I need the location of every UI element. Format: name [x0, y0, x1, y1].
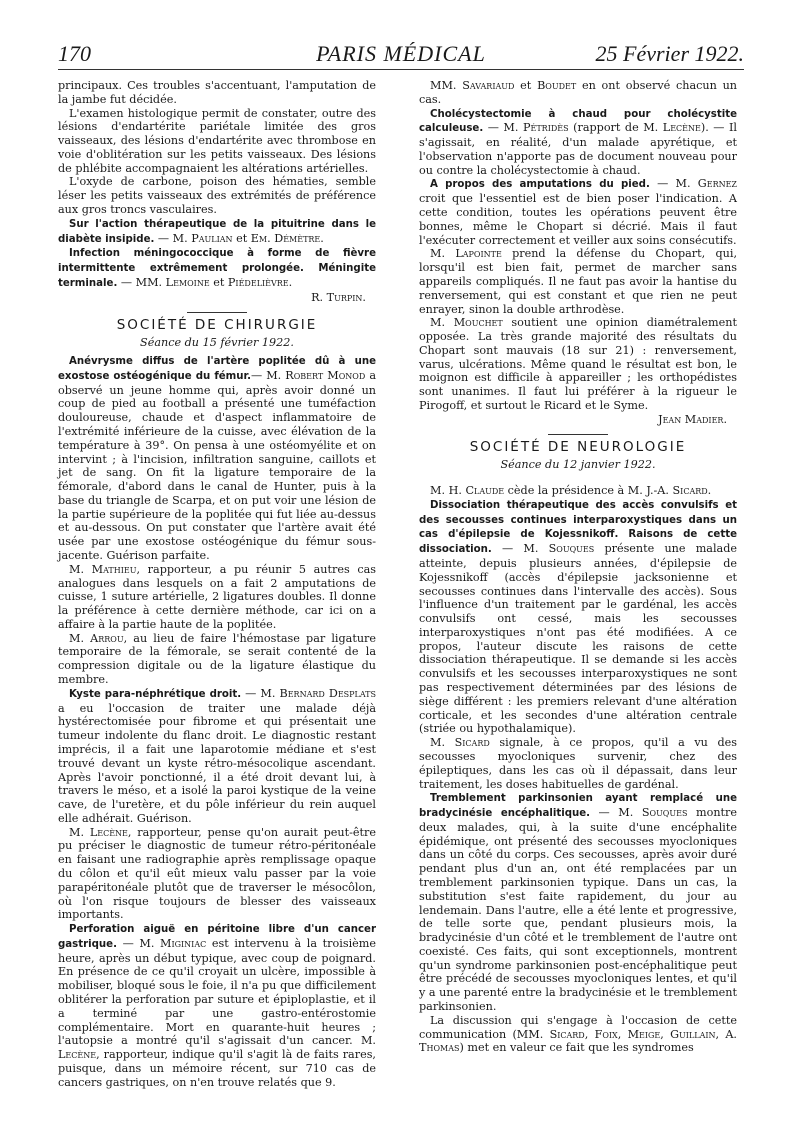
abstract-tremblement: Tremblement parkinsonien ayant remplacé une bradycinésie encéphalitique. — M. Souques montre deux malades, qui, à la suite d'une encéphalite épidémique, ont présenté des secousses myocloniques dans un côté du corps. Ces secousses, après avoir duré pendant plus d'un an, ont été remplacées par un tremblement parkinsonien typique. Dans un cas, la substitution s'est faite rapidement, du jour au lendemain. Dans l'autre, elle a été lente et progressive, de telle sorte que, pendant plusieurs mois, la bradycinésie d'un côté et le tremblement de l'autre ont coexisté. Ces faits, qui sont exceptionnels, montrent qu'un syndrome parkinsonien post-encéphalitique peut être précédé de secousses myocloniques lentes, et qu'il y a une parenté entre la bradycinésie et le tremblement parkinsonien. — [419, 793, 737, 1013]
signature: R. Turpin. — [311, 290, 366, 304]
author-names: Sicard, Foix, Meige, Guillain, A. Thomas — [419, 1027, 737, 1055]
abstract-title: Dissociation thérapeutique des accès convulsifs et des secousses continues interparoxystiques dans un cas d'épilepsie de Kojessnikoff. Raisons de cette dissociation. — [419, 499, 737, 556]
author-name: Lapointe — [455, 247, 502, 261]
abstract-title: Perforation aiguë en péritoine libre d'un cancer gastrique. — [58, 924, 376, 950]
abstract-perforation: Perforation aiguë en péritoine libre d'un cancer gastrique. — M. Miginiac est intervenu à la troisième heure, après un début typique, avec coup de poignard. En présence de ce qu'il croyait un ulcère, impossible à mobiliser, bloqué sous le foie, il n'a pu que difficilement oblitérer la perforation par suture et épiploplastie, et il a terminé par une gastro-entérostomie complémentaire. Mort en quarante-huit heures ; l'autopsie a montré qu'il s'agissait d'un cancer. M. Lecène, rapporteur, indique qu'il s'agit là de faits rares, puisque, dans un mémoire récent, sur 710 cas de cancers gastriques, on n'en trouve relatés que 9. — [58, 924, 376, 1089]
author-name: Lecène — [89, 825, 128, 839]
signature: Jean Madier. — [658, 412, 727, 426]
abstract-meningococcique: Infection méningococcique à forme de fièvre intermittente extrêmement prolongée. Méningite terminale. — MM. Lemoine et Piédelièvre. — [58, 248, 376, 289]
journal-title: PARIS MÉDICAL — [316, 41, 486, 66]
abstract-title: Sur l'action thérapeutique de la pituitrine dans le diabète insipide. — [58, 218, 376, 245]
author-name: Savariaud — [462, 79, 515, 92]
paragraph: La discussion qui s'engage à l'occasion de cette communication (MM. Sicard, Foix, Meige, Guillain, A. Thomas) met en valeur ce fait que les syndromes — [419, 1013, 737, 1055]
author-name: Pétridès — [522, 121, 569, 135]
author-name: Robert Monod — [285, 368, 366, 382]
paragraph: L'oxyde de carbone, poison des hématies, semble léser les petits vaisseaux des extrémités de préférence aux gros troncs vasculaires. — [58, 175, 376, 217]
abstract-amputations: A propos des amputations du pied. — M. Gernez croit que l'essentiel est de bien poser l'indication. A cette condition, toutes les opérations peuvent être bonnes, même le Chopart si décrié. Mais il faut l'exécuter correctement et veiller aux soins consécutifs. — [419, 177, 737, 247]
author-name: Mathieu — [91, 562, 137, 576]
paragraph: M. Arrou, au lieu de faire l'hémostase par ligature temporaire de la fémorale, se serait contenté de la compression digitale ou de la ligature élastique du membre. — [58, 631, 377, 687]
author-name: Gernez — [697, 177, 737, 191]
paragraph: M. Sicard signale, à ce propos, qu'il a vu des secousses myocloniques survenir, chez des épileptiques, dans les cas où il dépassait, dans leur traitement, les doses habituelles de gardénal. — [419, 736, 737, 791]
paragraph: M. H. Claude cède la présidence à M. J.-A. Sicard. — [430, 484, 712, 498]
left-column — [58, 79, 376, 1089]
paragraph: M. Lecène, rapporteur, pense qu'on aurait peut-être pu préciser le diagnostic de tumeur rétro-péritonéale en faisant une radiographie après remplissage opaque du côlon et qu'il eût mieux valu passer par la voie parapéritonéale plutôt que de traverser le mésocôlon, où l'on risque toujours de blesser des vaisseaux importants. — [58, 825, 376, 922]
author-name: Sicard — [454, 736, 490, 750]
abstract-title: Anévrysme diffus de l'artère poplitée dû à une exostose ostéogénique du fémur. — [58, 356, 376, 382]
paragraph: principaux. Ces troubles s'accentuant, l'amputation de la jambe fut décidée. — [58, 79, 376, 106]
author-name: Boudet — [537, 79, 577, 92]
abstract-title: Tremblement parkinsonien ayant remplacé une bradycinésie encéphalitique. — [419, 793, 737, 820]
abstract-dissociation: Dissociation thérapeutique des accès convulsifs et des secousses continues interparoxystiques dans un cas d'épilepsie de Kojessnikoff. Raisons de cette dissociation. — M. Souques présente une malade atteinte, depuis plusieurs années, d'épilepsie de Kojessnikoff (accès d'épilepsie jacksonienne et secousses continues dans l'intervalle des accès). Sous l'influence d'un traitement par le gardénal, les accès convulsifs ont cessé, mais les secousses interparoxystiques n'ont pas été modifiées. A ce propos, l'auteur discute les raisons de cette dissociation thérapeutique. Il se demande si les accès convulsifs et les secousses interparoxystiques ne sont pas respectivement déterminées par des lésions de siège différent : les premiers relevant d'une altération corticale, et les secondes d'une altération centrale (striée ou hypothalamique). — [419, 499, 738, 736]
abstract-cholecystectomie: Cholécystectomie à chaud pour cholécystite calculeuse. — M. Pétridès (rapport de M. Lecène). — Il s'agissait, en réalité, d'un malade apyrétique, et l'observation n'apporte pas de document nouveau pour ou contre la cholécystectomie à chaud. — [419, 108, 737, 177]
author-name: J.-A. Sicard — [646, 484, 708, 498]
abstract-title: A propos des amputations du pied. — [430, 179, 650, 191]
author-name: Em. Démètre — [250, 231, 321, 245]
paragraph: MM. Savariaud et Boudet en ont observé chacun un cas. — [419, 79, 738, 106]
author-name: Miginiac — [160, 936, 207, 950]
paragraph: M. Mouchet soutient une opinion diamétralement opposée. La très grande majorité des résultats du Chopart sont mauvais (18 sur 21) : renversement, varus, ulcérations. Même quand le résultat est bon, le moignon est difficile à appareiller ; les orthopédistes sont unanimes. Il faut lui préférer à la rigueur le Pirogoff, et surtout le Ricard et le Syme. — [419, 316, 737, 412]
abstract-kyste: Kyste para-néphrétique droit. — M. Bernard Desplats a eu l'occasion de traiter une malade déjà hystérectomisée pour fibrome et qui présentait une tumeur indolente du flanc droit. Le diagnostic restant imprécis, il a fait une laparotomie médiane et s'est trouvé devant un kyste rétro-mésocolique ascendant. Après l'avoir ponctionné, il a été droit devant lui, à travers le méso, et a isolé la paroi kystique de la veine cave, de l'uretère, et du pôle inférieur du rein auquel elle adhérait. Guérison. — [58, 686, 376, 825]
section-title-neurologie: SOCIÉTÉ DE NEUROLOGIE — [469, 438, 687, 455]
section-divider — [548, 434, 608, 435]
author-name: H. Claude — [448, 484, 505, 498]
session-date: Séance du 12 janvier 1922. — [500, 458, 656, 472]
right-column — [419, 79, 737, 1055]
issue-date: 25 Février 1922. — [595, 41, 744, 66]
page-number: 170 — [58, 41, 91, 66]
paragraph: M. Lapointe prend la défense du Chopart, qui, lorsqu'il est bien fait, permet de marcher sans appareils compliqués. Il ne faut pas avoir la hantise du renversement, qui est constant et que rien ne peut enrayer, sinon la double arthrodèse. — [419, 247, 737, 316]
author-name: Lemoine — [165, 275, 210, 289]
author-name: Lecène — [662, 121, 701, 135]
page-header — [58, 40, 744, 74]
abstract-pituitrine: Sur l'action thérapeutique de la pituitrine dans le diabète insipide. — M. Paulian et Em. Démètre. — [58, 218, 376, 245]
author-name: Souques — [548, 542, 595, 556]
author-name: Lecène — [58, 1048, 97, 1062]
paragraph: L'examen histologique permit de constater, outre des lésions d'endartérite pariétale limitée des gros vaisseaux, des lésions d'endartérite avec thrombose en voie d'oblitération sur les petits vaisseaux. Des lésions de phlébite accompagnaient les altérations artérielles. — [58, 106, 376, 175]
author-name: Mouchet — [453, 316, 503, 330]
author-name: Bernard Desplats — [279, 686, 376, 700]
abstract-title: Kyste para-néphrétique droit. — [69, 688, 242, 700]
author-name: Piédelièvre — [227, 275, 289, 289]
section-divider — [187, 312, 247, 313]
paragraph: M. Mathieu, rapporteur, a pu réunir 5 autres cas analogues dans lesquels on a fait 2 amputations de cuisse, 1 suture artérielle, 2 ligatures doubles. Il donne la préférence à cette dernière méthode, car ici on a affaire à la partie haute de la poplitée. — [58, 562, 376, 631]
header-rule — [58, 69, 744, 70]
author-name: Souques — [641, 806, 688, 820]
session-date: Séance du 15 février 1922. — [140, 336, 294, 350]
abstract-title: Cholécystectomie à chaud pour cholécystite calculeuse. — [419, 108, 737, 135]
section-title-chirurgie: SOCIÉTÉ DE CHIRURGIE — [116, 316, 318, 333]
author-name: Paulian — [191, 231, 233, 245]
author-name: Arrou — [90, 631, 124, 645]
abstract-anevrysme: Anévrysme diffus de l'artère poplitée dû à une exostose ostéogénique du fémur.— M. Robert Monod a observé un jeune homme qui, après avoir donné un coup de pied au football a présenté une tuméfaction douloureuse, chaude et d'aspect inflammatoire de l'extrémité inférieure de la cuisse, avec élévation de la température à 39°. On pensa à une ostéomyélite et on intervint ; à l'incision, infiltration sanguine, caillots et jet de sang. On fit la ligature temporaire de la fémorale, d'abord dans le canal de Hunter, puis à la base du triangle de Scarpa, et on put voir une lésion de la partie supérieure de la poplitée qui fut liée au-dessus et au-dessous. On put constater que l'artère avait été usée par une exostose ostéogénique du fémur sous-jacente. Guérison parfaite. — [58, 356, 376, 562]
abstract-title: Infection méningococcique à forme de fièvre intermittente extrêmement prolongée. Méningite terminale. — [58, 248, 376, 289]
